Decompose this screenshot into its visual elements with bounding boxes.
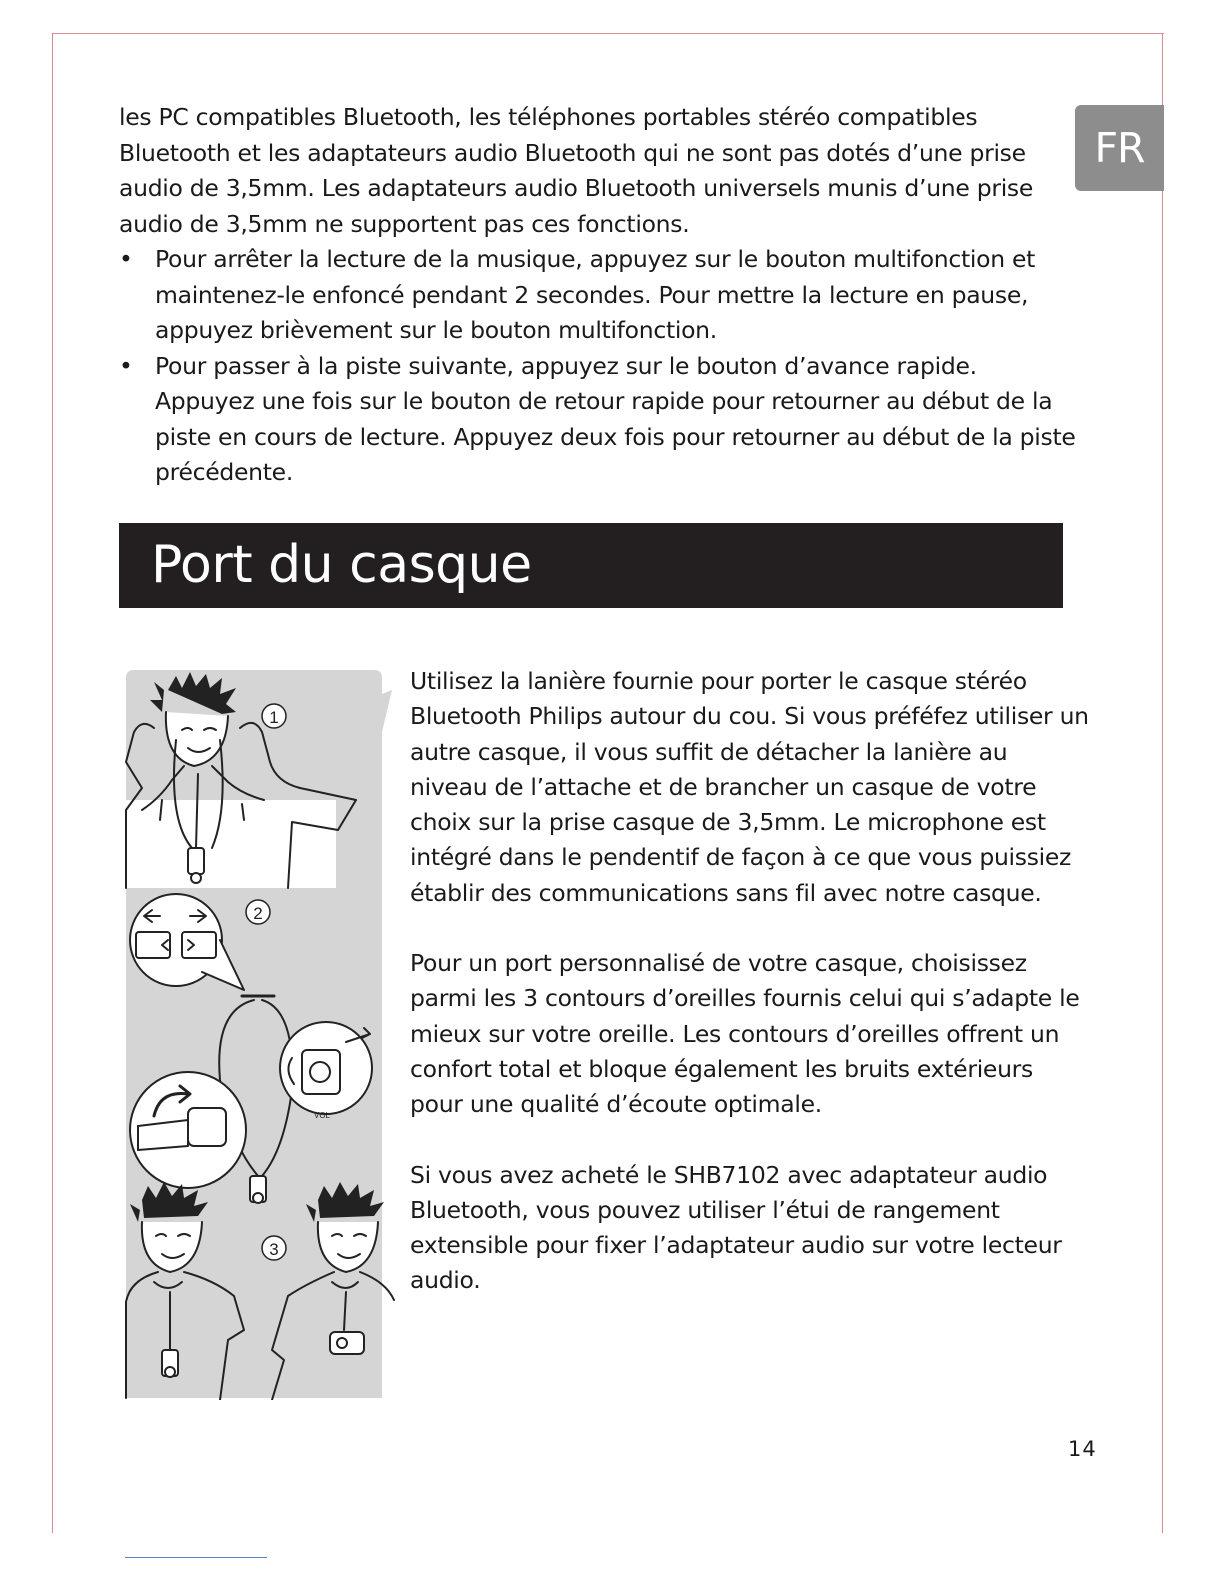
bullet-item: • Pour arrêter la lecture de la musique, appuyez sur le bouton multifonction et maintenez-le enfoncé pendant 2 secondes. Pour mettre la lecture en pause, appuyez brièvement sur le bouton multifonction. (119, 242, 1079, 349)
body-paragraph: Utilisez la lanière fournie pour porter le casque stéréo Bluetooth Philips autour du cou. Si vous préféfez utiliser un autre casque, il vous suffit de détacher la lanière au niveau de l’attache et de brancher un casque de votre choix sur la prise casque de 3,5mm. Le microphone est intégré dans le pendentif de façon à ce que vous puissiez établir des communications sans fil avec notre casque. (410, 667, 1089, 907)
body-paragraph: Pour un port personnalisé de votre casque, choisissez parmi les 3 contours d’oreilles fournis celui qui s’adapte le mieux sur votre oreille. Les contours d’oreilles offrent un confort total et bloque également les bruits extérieurs pour une qualité d’écoute optimale. (410, 949, 1080, 1119)
section-body (410, 664, 1090, 1334)
volume-label: VOL (313, 1111, 331, 1120)
page-frame-right (1162, 33, 1163, 1533)
page-frame-left (52, 33, 53, 1533)
headset-wearing-illustration (124, 670, 396, 1400)
intro-bullet-list (119, 242, 1079, 491)
bullet-item: • Pour passer à la piste suivante, appuyez sur le bouton d’avance rapide. Appuyez une fois sur le bouton de retour rapide pour retourner au début de la piste en cours de lecture. Appuyez deux fois pour retourner au début de la piste précédente. (119, 349, 1079, 491)
body-paragraph: Si vous avez acheté le SHB7102 avec adaptateur audio Bluetooth, vous pouvez utiliser l’étui de rangement extensible pour fixer l’adaptateur audio sur votre lecteur audio. (410, 1160, 1062, 1295)
intro-paragraph: les PC compatibles Bluetooth, les téléphones portables stéréo compatibles Bluetooth et les adaptateurs audio Bluetooth qui ne sont pas dotés d’une prise audio de 3,5mm. Les adaptateurs audio Bluetooth universels munis d’une prise audio de 3,5mm ne supportent pas ces fonctions. (119, 103, 1034, 238)
page-number: 14 (1068, 1437, 1097, 1461)
step-2-label: 2 (253, 904, 263, 923)
section-title: Port du casque (151, 535, 532, 595)
step-1-label: 1 (269, 708, 279, 727)
step-3-label: 3 (269, 1240, 279, 1259)
language-tab: FR (1075, 105, 1164, 191)
bottom-link-underline (125, 1557, 267, 1558)
intro-section (119, 100, 1079, 491)
page-frame-top (52, 33, 1164, 34)
section-heading-banner (119, 523, 1063, 608)
